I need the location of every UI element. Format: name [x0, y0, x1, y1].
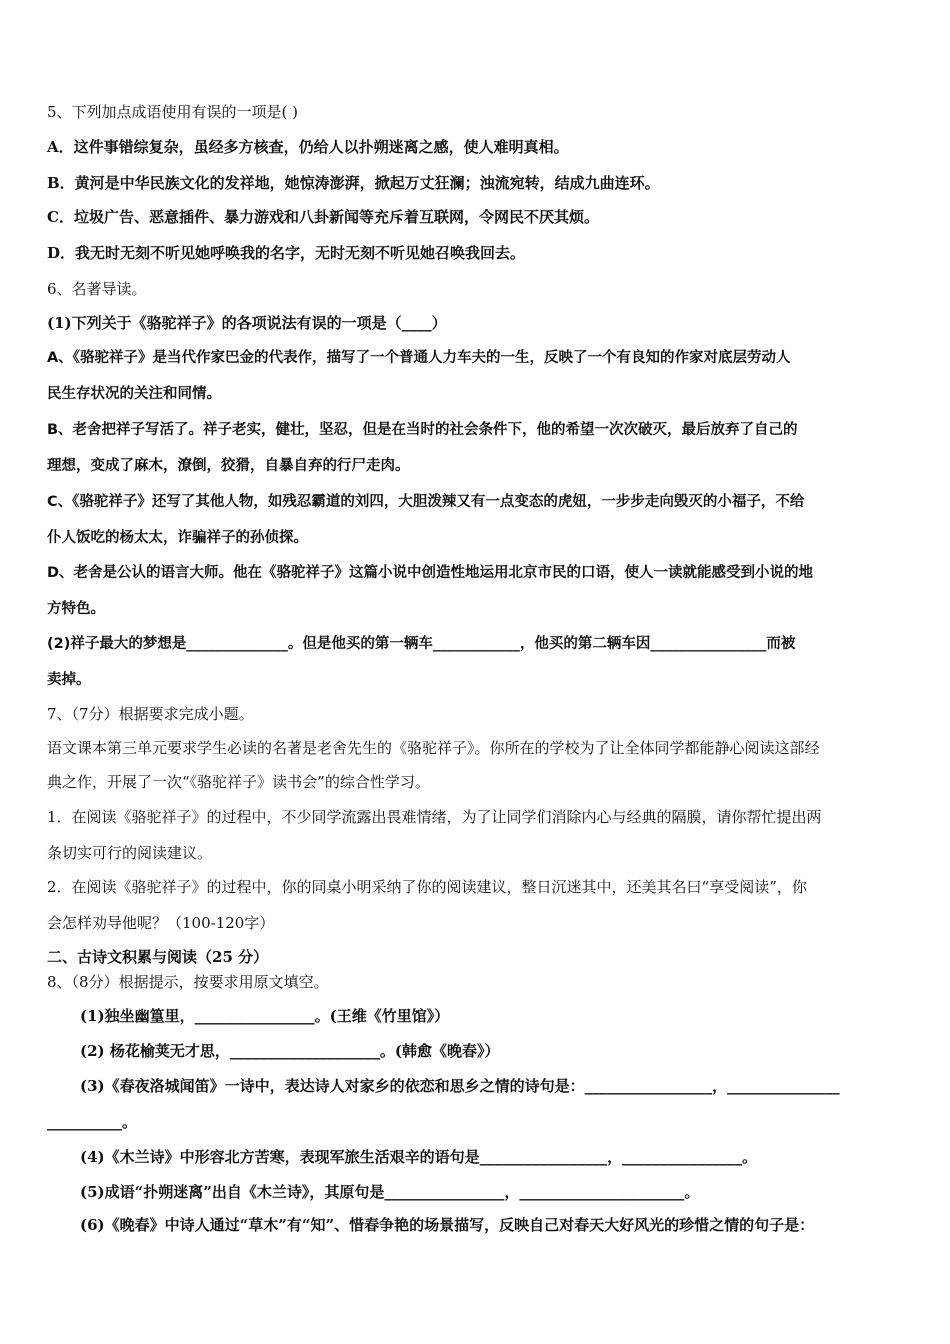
q6-option-d-line2: 方特色。: [47, 601, 105, 617]
q8-item4: (4)《木兰诗》中形容北方苦寒，表现军旅生活艰辛的语句是_________________，________________。: [80, 1148, 758, 1166]
q7-item2-line1: 2．在阅读《骆驼祥子》的过程中，你的同桌小明采纳了你的阅读建议，整日沉迷其中，还美其名曰“享受阅读”，你: [47, 878, 807, 896]
q8-item3-line1: (3)《春夜洛城闻笛》一诗中，表达诗人对家乡的依恋和思乡之情的诗句是：_________________，_______________: [80, 1077, 840, 1095]
q8-item2: (2) 杨花榆荚无才思，____________________。(韩愈《晚春》）: [80, 1042, 500, 1060]
q8-item1: (1)独坐幽篁里，________________。(王维《竹里馆》）: [80, 1007, 450, 1025]
q7-item1-line2: 条切实可行的阅读建议。: [47, 844, 213, 862]
q6-option-c-line2: 仆人饭吃的杨太太，诈骗祥子的孙侦探。: [47, 530, 308, 546]
q7-item1-line1: 1．在阅读《骆驼祥子》的过程中，不少同学流露出畏难情绪，为了让同学们消除内心与经典的隔膜，请你帮忙提出两: [47, 808, 822, 826]
q6-option-b-line2: 理想，变成了麻木，潦倒，狡猾，自暴自弃的行尸走肉。: [47, 458, 410, 474]
q6-option-a-line1: A、《骆驼祥子》是当代作家巴金的代表作，描写了一个普通人力车夫的一生，反映了一个有良知的作家对底层劳动人: [47, 350, 791, 366]
q8-item5: (5)成语“扑朔迷离”出自《木兰诗》，其原句是________________，______________________。: [80, 1183, 700, 1201]
q7-item2-line2: 会怎样劝导他呢？（100-120字）: [47, 914, 275, 932]
q7-intro-line2: 典之作，开展了一次“《骆驼祥子》读书会”的综合性学习。: [47, 773, 430, 791]
q5-option-d: D．我无时无刻不听见她呼唤我的名字，无时无刻不听见她召唤我回去。: [47, 244, 526, 262]
q8-item3-line2: __________。: [47, 1113, 138, 1131]
q8-item6: (6)《晚春》中诗人通过“草木”有“知”、惜春争艳的场景描写，反映自己对春天大好风光的珍惜之情的句子是：: [80, 1216, 815, 1234]
q5-stem: 5、下列加点成语使用有误的一项是( ): [47, 103, 299, 121]
q6-sub1: (1)下列关于《骆驼祥子》的各项说法有误的一项是（____）: [47, 314, 447, 332]
q6-sub2-line2: 卖掉。: [47, 672, 91, 688]
q5-option-c: C．垃圾广告、恶意插件、暴力游戏和八卦新闻等充斥着互联网，令网民不厌其烦。: [47, 208, 599, 226]
q6-option-c-line1: C、《骆驼祥子》还写了其他人物，如残忍霸道的刘四，大胆泼辣又有一点变态的虎妞，一步步走向毁灭的小福子，不给: [47, 494, 805, 510]
q8-title: 8、（8分）根据提示，按要求用原文填空。: [47, 973, 329, 991]
q6-option-d-line1: D、老舍是公认的语言大师。他在《骆驼祥子》这篇小说中创造性地运用北京市民的口语，使人一读就能感受到小说的地: [47, 565, 814, 581]
q5-option-a: A．这件事错综复杂，虽经多方核查，仍给人以扑朔迷离之感，使人难明真相。: [47, 138, 569, 156]
q6-option-b-line1: B、老舍把祥子写活了。祥子老实，健壮，坚忍，但是在当时的社会条件下，他的希望一次次破灭，最后放弃了自己的: [47, 422, 798, 438]
q7-intro-line1: 语文课本第三单元要求学生必读的名著是老舍先生的《骆驼祥子》。你所在的学校为了让全体同学都能静心阅读这部经: [47, 739, 820, 757]
section-heading: 二、古诗文积累与阅读（25 分）: [47, 948, 269, 966]
q6-option-a-line2: 民生存状况的关注和同情。: [47, 386, 221, 402]
q6-title: 6、名著导读。: [47, 280, 147, 298]
q7-title: 7、（7分）根据要求完成小题。: [47, 705, 254, 723]
q6-sub2-line1: (2)祥子最大的梦想是______________。但是他买的第一辆车____________，他买的第二辆车因________________而被: [47, 636, 796, 652]
q5-option-b: B．黄河是中华民族文化的发祥地，她惊涛澎湃，掀起万丈狂澜；浊流宛转，结成九曲连环。: [47, 174, 660, 192]
